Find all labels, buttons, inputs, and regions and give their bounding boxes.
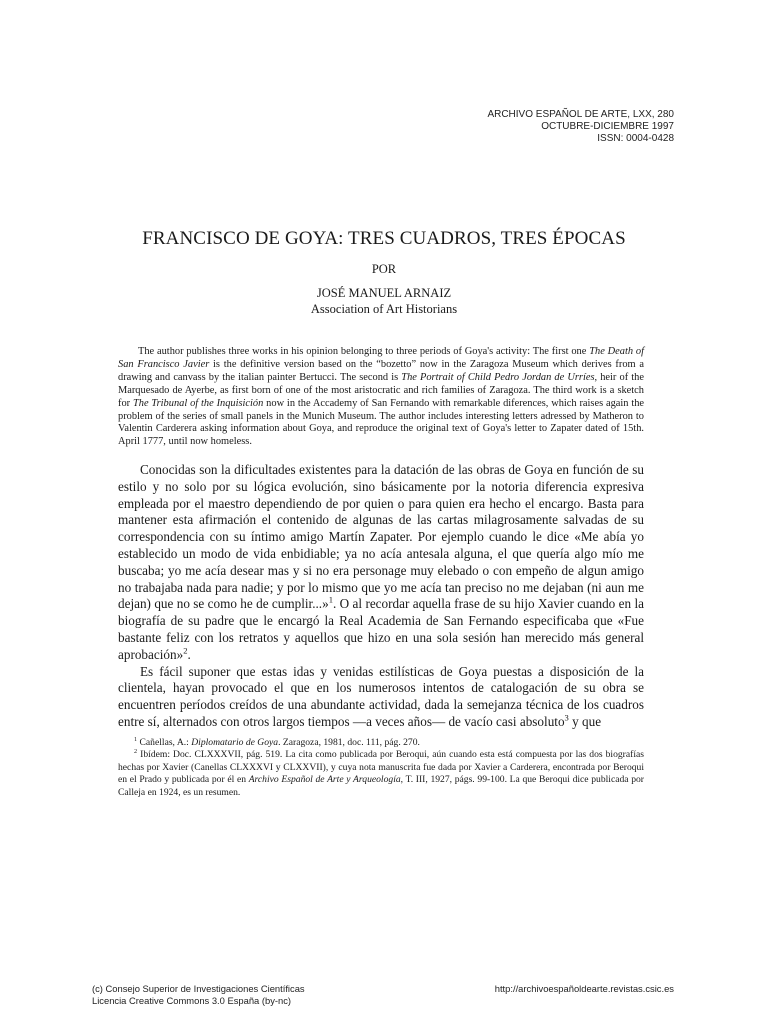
journal-citation: ARCHIVO ESPAÑOL DE ARTE, LXX, 280 <box>487 109 674 120</box>
body-text <box>118 462 644 731</box>
footnote-2: $^2$ Ibídem: Doc. CLXXXVII, pág. 519. La cita como publicada por Beroqui, aún cuando esta está compuesta por las dos biografías hechas por Xavier (Canellas CLXXXVI y CLXXVII), y cuya nota manuscrita fue dada por Xavier a Carderera, encontrada por Beroqui en el Prado y publicada por él en Archivo Español de Arte y Arqueología, T. III, 1927, págs. 99-100. La que Beroqui dice publicada por Calleja en 1924, es un resumen. <box>118 748 645 798</box>
footnote-1: $^1$ Cañellas, A.: Diplomatario de Goya. Zaragoza, 1981, doc. 111, pág. 270. <box>134 735 420 748</box>
footnote-ref: 1 <box>328 594 333 605</box>
journal-issue-date: OCTUBRE-DICIEMBRE 1997 <box>541 121 674 132</box>
journal-url: http://archivoespañoldearte.revistas.csic.es <box>494 983 674 994</box>
body-paragraph: Conocidas son la dificultades existentes para la datación de las obras de Goya en función de su estilo y no solo por su lógica evolución, sino básicamente por la notoria diferencia expresiva empleada por el maestro dependiendo de por quien o para quien era hecho el encargo. Basta para mantener esta afirmación el contenido de algunas de las cartas milagrosamente salvadas de su correspondencia con su íntimo amigo Martín Zapater. Por ejemplo cuando le dice «Me abía yo establecido un modo de vida enbidiable; ya no acía antesala alguna, el que quería algo mío me buscaba; yo me acía desear mas y si no era personage muy elebado o con empeño de algun amigo no trabajaba nada para nadie; y por lo mismo que yo me acía tan preciso no me dejaban (ni aun me dejan) que no se como he de cumplir...»$^1$. O al recordar aquella frase de su hijo Xavier cuando en la biografía de su padre que le encargó la Real Academia de San Fernando especificaba que «Fue bastante feliz con los retratos y aquellos que hizo en una sola sesión han merecido más general aprobación»$^2$. <box>118 462 644 662</box>
copyright-line: (c) Consejo Superior de Investigaciones Científicas <box>92 983 305 994</box>
footnote-ref: 2 <box>183 645 188 656</box>
footnotes <box>118 737 644 799</box>
byline-por: POR <box>371 262 397 276</box>
body-paragraph: Es fácil suponer que estas idas y venidas estilísticas de Goya puestas a disposición de la clientela, hayan provocado el que en los numerosos intentos de catalogación de su obra se encuentren períodos creídos de una abundante actividad, dada la semejanza técnica de los cuadros entre sí, alternados con otros largos tiempos —a veces años— de vacío casi absoluto$^3$ y que <box>118 663 644 729</box>
copyright-footer <box>92 983 305 1007</box>
abstract: The author publishes three works in his opinion belonging to three periods of Goya's activity: The first one The Death of San Francisco Javier is the definitive version based on the “bozetto” now in the Zaragoza Museum which derives from a drawing and canvass by the italian painter Bertucci. The second is The Portrait of Child Pedro Jordan de Urríes, heir of the Marquesado de Ayerbe, as first born of one of the most aristocratic and rich families of Zaragoza. The third work is a sketch for The Tribunal of the Inquisición now in the Accademy of San Fernando with remarkable diferences, which raises again the problem of the series of small panels in the Munich Museum. The author includes interesting letters adressed by Matheron to Valentin Carderera asking information about Goya, and reproduce the original text of Goya's letter to Zapater dated of 15th. April 1777, until now homeless. <box>118 346 645 448</box>
author-name: JOSÉ MANUEL ARNAIZ <box>316 286 452 300</box>
author-block <box>0 285 768 317</box>
author-affiliation: Association of Art Historians <box>310 302 458 316</box>
journal-info <box>487 109 674 145</box>
journal-issn: ISSN: 0004-0428 <box>597 133 674 144</box>
footnote-ref: 3 <box>564 712 569 723</box>
article-title: FRANCISCO DE GOYA: TRES CUADROS, TRES ÉPOCAS <box>142 228 626 249</box>
license-line: Licencia Creative Commons 3.0 España (by-nc) <box>92 995 292 1006</box>
